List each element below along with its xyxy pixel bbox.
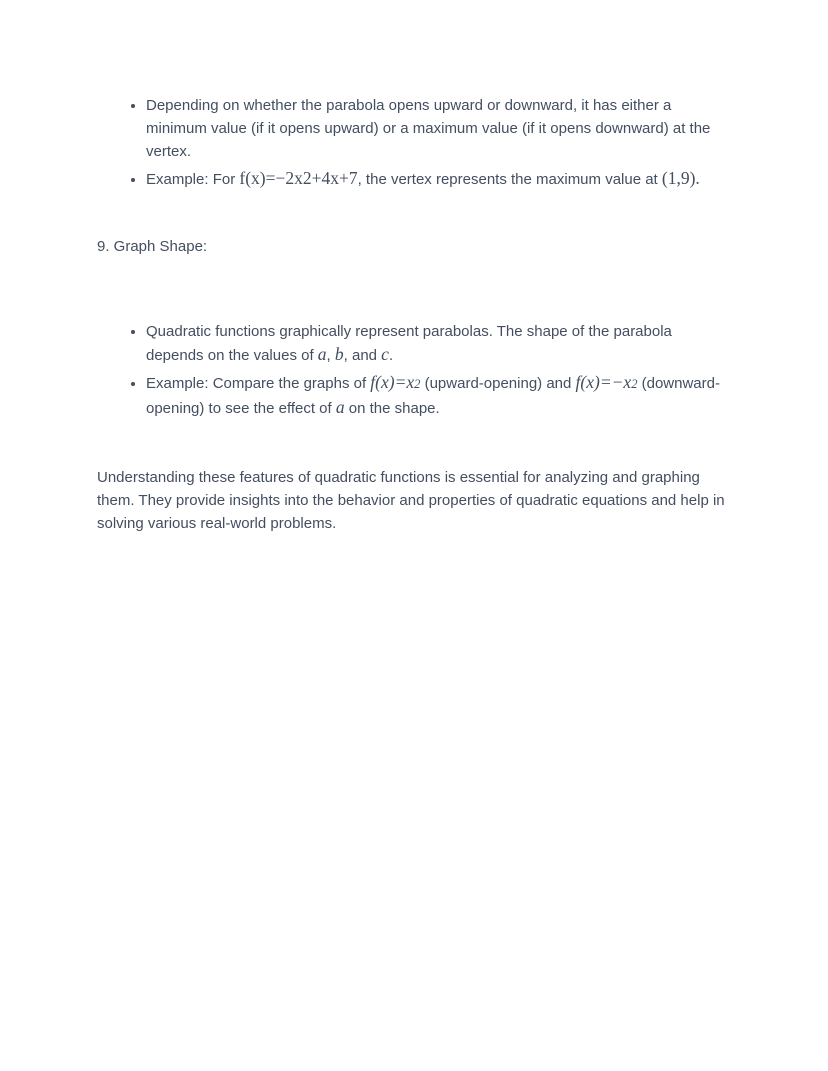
- text-segment: , and: [343, 347, 382, 364]
- text-segment: ,: [326, 347, 335, 364]
- text-segment: b: [334, 344, 344, 364]
- text-segment: f(x)=x: [370, 372, 415, 392]
- bullet-item-shape-example: [146, 371, 731, 420]
- text-segment: (upward-opening) and: [420, 375, 576, 392]
- text-segment: Quadratic functions graphically represent parabolas. The shape of the parabola depends on the values of: [146, 323, 672, 364]
- text-segment: , the vertex represents the maximum value at: [357, 171, 662, 188]
- bullet-list-graph-shape: [97, 320, 731, 420]
- text-segment: (downward-opening) to see the effect of: [146, 375, 720, 417]
- text-segment: f(x)=−2x2+4x+7: [239, 168, 358, 188]
- bullet-item-vertex-example: [146, 167, 731, 191]
- text-segment: .: [388, 347, 394, 364]
- text-segment: Example: Compare the graphs of: [146, 375, 371, 392]
- section-heading-graph-shape: 9. Graph Shape:: [97, 238, 208, 255]
- text-segment: (1,9).: [661, 168, 700, 188]
- text-segment: f(x)=−x: [575, 372, 632, 392]
- bullet-item-parabola-shape: [146, 320, 731, 367]
- text-segment: on the shape.: [344, 400, 440, 417]
- text-segment: c: [381, 344, 389, 364]
- closing-paragraph: Understanding these features of quadratic functions is essential for analyzing and graphing them. They provide insights into the behavior and properties of quadratic equations and help in solving various real-world problems.: [97, 469, 725, 532]
- text-segment: Depending on whether the parabola opens upward or downward, it has either a minimum value (if it opens upward) or a maximum value (if it opens downward) at the vertex.: [146, 97, 711, 160]
- text-segment: a: [335, 397, 345, 417]
- text-segment: a: [317, 344, 327, 364]
- text-segment: 2: [414, 377, 421, 391]
- text-segment: Example: For: [146, 171, 240, 188]
- bullet-list-vertex: [97, 94, 731, 191]
- bullet-item-vertex-minmax: [146, 94, 731, 163]
- text-segment: 2: [631, 377, 638, 391]
